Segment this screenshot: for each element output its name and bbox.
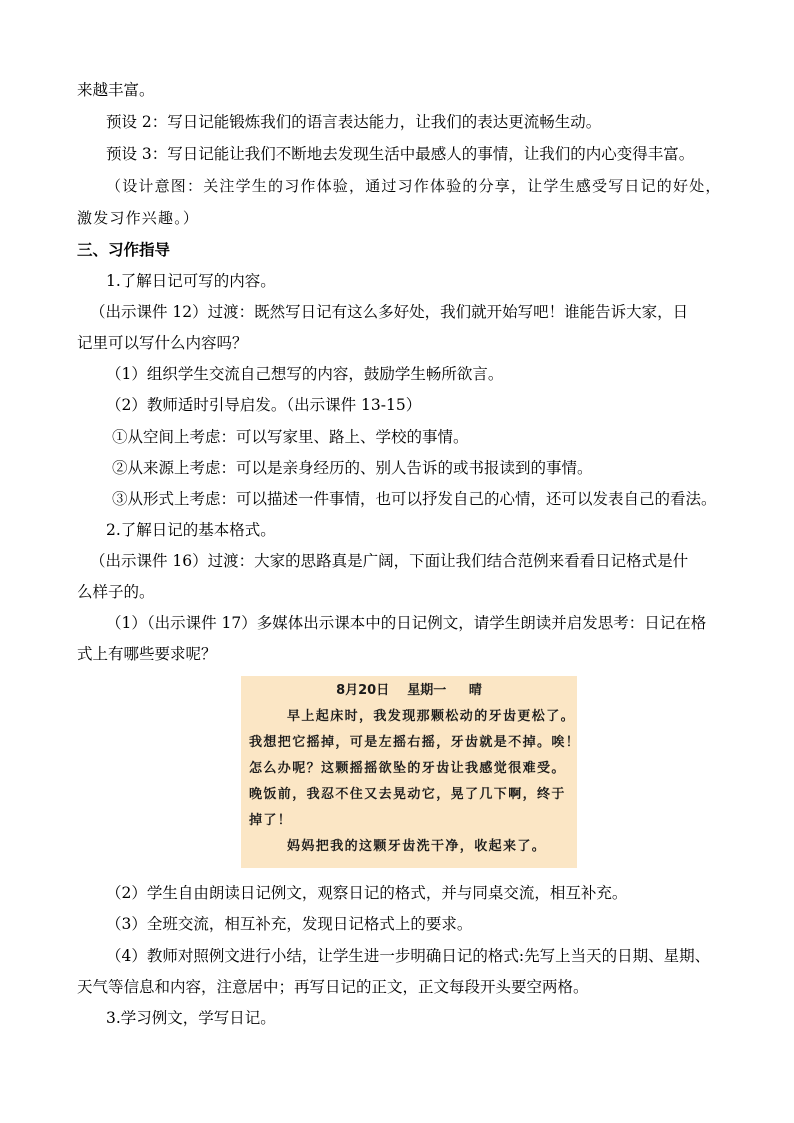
list-item: ②从来源上考虑：可以是亲身经历的、别人告诉的或书报读到的事情。 (112, 459, 593, 477)
paragraph-line: 式上有哪些要求呢？ (77, 645, 217, 663)
diary-text-line: 怎么办呢？这颗摇摇欲坠的牙齿让我感觉很难受。 (249, 761, 566, 776)
paragraph-line: （3）全班交流，相互补充，发现日记格式上的要求。 (106, 915, 473, 933)
diary-date-header: 8月20日 星期一 晴 (336, 683, 482, 698)
subsection-heading: 3.学习例文，学写日记。 (106, 1009, 276, 1027)
list-item: ①从空间上考虑：可以写家里、路上、学校的事情。 (112, 428, 469, 446)
paragraph-line: （2）教师适时引导启发。（出示课件 13-15） (106, 396, 422, 414)
paragraph-line: （4）教师对照例文进行小结，让学生进一步明确日记的格式:先写上当天的日期、星期、 (106, 947, 711, 965)
subsection-heading: 1.了解日记可写的内容。 (106, 272, 276, 290)
design-intent-line: 激发习作兴趣。） (77, 209, 200, 227)
diary-text-line: 我想把它摇掉，可是左摇右摇，牙齿就是不掉。唉！ (249, 735, 581, 750)
subsection-heading: 2.了解日记的基本格式。 (106, 521, 276, 539)
paragraph-line: （1）组织学生交流自己想写的内容，鼓励学生畅所欲言。 (106, 365, 504, 383)
diary-text-line: 掉了！ (249, 813, 293, 828)
diary-text-line: 妈妈把我的这颗牙齿洗干净，收起来了。 (287, 839, 547, 854)
paragraph-line: （1）（出示课件 17）多媒体出示课本中的日记例文，请学生朗读并启发思考：日记在格 (106, 614, 707, 632)
paragraph-line: （出示课件 12）过渡：既然写日记有这么多好处，我们就开始写吧！谁能告诉大家，日 (90, 303, 689, 321)
paragraph-line: （出示课件 16）过渡：大家的思路真是广阔，下面让我们结合范例来看看日记格式是什 (90, 552, 689, 570)
list-item: ③从形式上考虑：可以描述一件事情，也可以抒发自己的心情，还可以发表自己的看法。 (112, 490, 717, 508)
diary-example-box (241, 676, 581, 868)
diary-text-line: 早上起床时，我发现那颗松动的牙齿更松了。 (287, 709, 576, 724)
paragraph-line: 来越丰富。 (77, 81, 155, 99)
paragraph-line: 预设 2：写日记能锻炼我们的语言表达能力，让我们的表达更流畅生动。 (106, 113, 602, 131)
diary-text-line: 晚饭前，我忍不住又去晃动它，晃了几下啊，终于 (249, 787, 566, 802)
paragraph-line: 么样子的。 (77, 583, 155, 601)
paragraph-line: 天气等信息和内容，注意居中；再写日记的正文，正文每段开头要空两格。 (77, 978, 589, 996)
paragraph-line: （2）学生自由朗读日记例文，观察日记的格式，并与同桌交流，相互补充。 (106, 884, 628, 902)
paragraph-line: 记里可以写什么内容吗？ (77, 334, 248, 352)
section-heading: 三、习作指导 (77, 241, 171, 259)
design-intent-line: （设计意图：关注学生的习作体验，通过习作体验的分享，让学生感受写日记的好处， (106, 177, 722, 195)
paragraph-line: 预设 3：写日记能让我们不断地去发现生活中最感人的事情，让我们的内心变得丰富。 (106, 145, 695, 163)
